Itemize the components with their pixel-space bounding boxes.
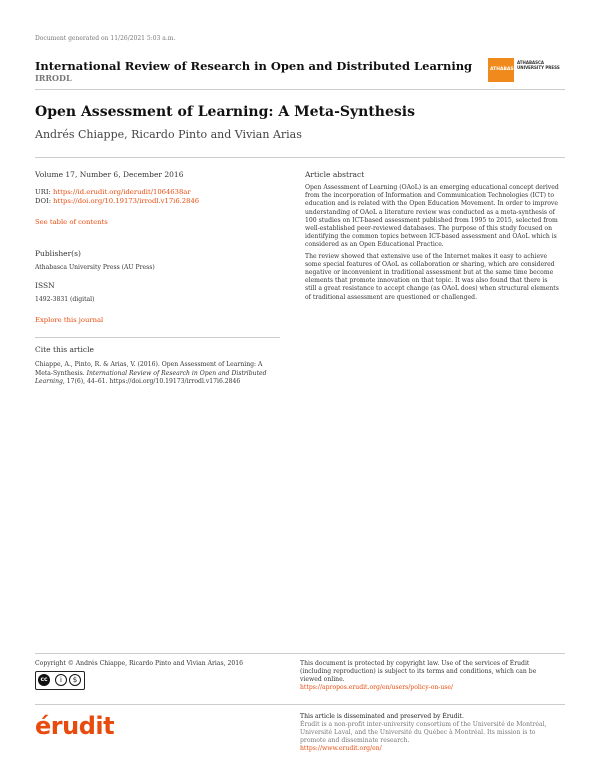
citation-line-3 xyxy=(35,378,285,387)
cite-heading: Cite this article xyxy=(35,345,94,354)
erudit-logo: érudit xyxy=(35,712,115,740)
uri-link[interactable]: https://id.erudit.org/iderudit/1064638ar xyxy=(53,188,191,196)
abstract-paragraph-1: Open Assessment of Learning (OAoL) is an emerging educational concept derived from the incorporation of Information and Communication Technologies (ICT) to education and is related with the Open Education Movement. In order to improve understanding of OAoL a literature review was conducted as a meta-synthesis of 100 studies on ICT-based assessment published from 1995 to 2015, selected from well-established peer-reviewed databases. The purpose of this study focused on identifying the common topics between ICT-based assessment and OAoL which is considered as an Open Educational Practice. xyxy=(305,184,559,249)
publisher-name: Athabasca University Press (AU Press) xyxy=(35,264,155,271)
doi-line xyxy=(35,197,199,206)
issn-value: 1492-3831 (digital) xyxy=(35,296,95,303)
copyright-notice: Copyright © Andrés Chiappe, Ricardo Pinto and Vivian Arias, 2016 xyxy=(35,660,243,667)
citation-text xyxy=(35,361,285,387)
citation-journal: International Review of Research in Open and Distributed xyxy=(86,369,267,377)
creative-commons-badge xyxy=(35,671,85,690)
logo-box xyxy=(488,58,521,82)
journal-acronym: IRRODL xyxy=(35,73,72,83)
policy-line-1: This document is protected by copyright law. Use of the services of Érudit xyxy=(300,660,530,667)
footer-divider-2 xyxy=(35,704,565,705)
logo-text: ATHABASCA UNIVERSITY PRESS xyxy=(517,60,560,70)
abstract-heading: Article abstract xyxy=(305,170,365,179)
header-divider xyxy=(35,89,565,90)
volume-info: Volume 17, Number 6, December 2016 xyxy=(35,170,184,179)
citation-line-2 xyxy=(35,370,285,379)
citation-line-1: Chiappe, A., Pinto, R. & Arias, V. (2016). Open Assessment of Learning: A xyxy=(35,361,263,368)
dissemination-notice xyxy=(300,713,565,753)
policy-line-3: viewed online. xyxy=(300,676,345,683)
policy-line-2: (including reproduction) is subject to its terms and conditions, which can be xyxy=(300,668,537,675)
publisher-logo xyxy=(488,58,566,82)
erudit-link[interactable]: https://www.erudit.org/en/ xyxy=(300,745,382,752)
dissemination-line-1: This article is disseminated and preserved by Érudit. xyxy=(300,713,464,720)
cc-icon: cc xyxy=(38,674,50,686)
doi-label: DOI: xyxy=(35,197,51,205)
title-divider xyxy=(35,157,565,158)
abstract-body xyxy=(305,184,560,305)
issn-heading: ISSN xyxy=(35,281,55,290)
article-title: Open Assessment of Learning: A Meta-Synthesis xyxy=(35,104,415,120)
journal-name: International Review of Research in Open and Distributed Learning xyxy=(35,59,473,73)
dissemination-line-2: Érudit is a non-profit inter-university consortium of the Université de Montréal, xyxy=(300,721,547,728)
uri-label: URI: xyxy=(35,188,51,196)
citation-journal-cont: Learning xyxy=(35,378,63,385)
explore-journal-link[interactable]: Explore this journal xyxy=(35,316,104,324)
cite-divider xyxy=(35,337,280,338)
logo-box-text: ATHABASCA xyxy=(490,67,521,72)
table-of-contents-link[interactable]: See table of contents xyxy=(35,218,108,226)
noncommercial-icon: $ xyxy=(69,674,81,686)
citation-ref: , 17(6), 44–61. https://doi.org/10.19173/irrodl.v17i6.2846 xyxy=(62,378,241,385)
publisher-heading: Publisher(s) xyxy=(35,249,81,258)
attribution-icon: i xyxy=(55,674,67,686)
citation-part: Meta-Synthesis. xyxy=(35,369,87,377)
dissemination-line-4: promote and disseminate research. xyxy=(300,737,410,744)
article-authors: Andrés Chiappe, Ricardo Pinto and Vivian Arias xyxy=(35,128,302,141)
dissemination-line-3: Université Laval, and the Université du Québec à Montréal. Its mission is to xyxy=(300,729,536,736)
policy-link[interactable]: https://apropos.erudit.org/en/users/policy-on-use/ xyxy=(300,684,454,691)
abstract-paragraph-2: The review showed that extensive use of the Internet makes it easy to achieve some special features of OAoL as collaboration or sharing, which are considered negative or inconvenient in traditional assessment but at the same time become elements that promote innovation on that topic. It was also found that there is still a great resistance to accept change (as OAoL does) when structural elements of traditional assessment are questioned or challenged. xyxy=(305,252,559,301)
uri-line xyxy=(35,188,191,197)
doi-link[interactable]: https://doi.org/10.19173/irrodl.v17i6.2846 xyxy=(53,197,200,205)
copyright-policy xyxy=(300,660,560,692)
footer-divider xyxy=(35,653,565,654)
generated-date: Document generated on 11/26/2021 5:03 a.m. xyxy=(35,35,176,42)
